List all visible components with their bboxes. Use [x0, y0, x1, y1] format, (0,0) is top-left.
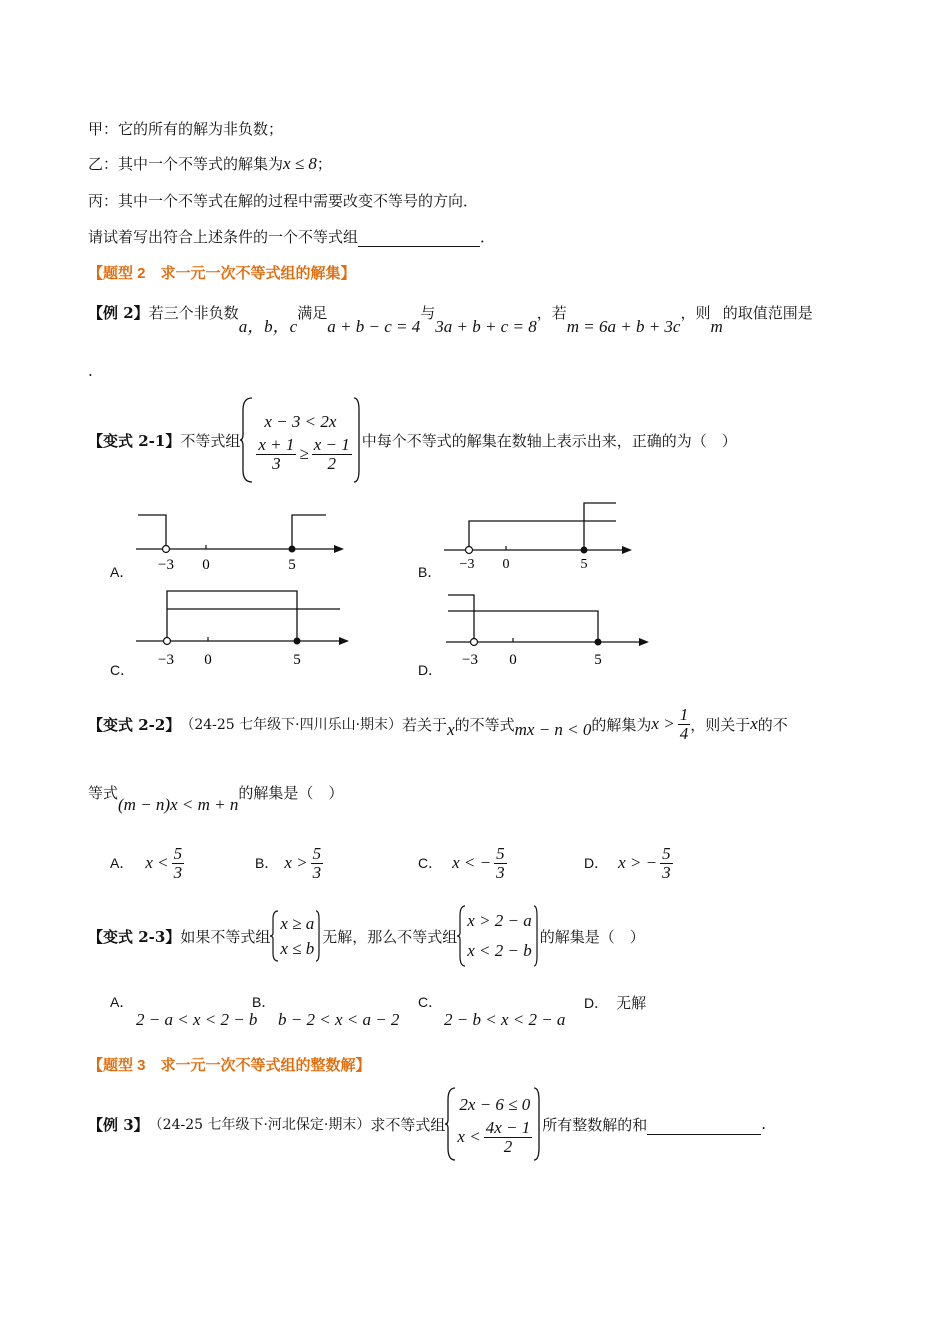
inequality-system-1	[270, 909, 322, 963]
variant-2-1	[88, 396, 737, 484]
fraction-denominator: 3	[312, 862, 322, 882]
fraction-numerator: 1	[679, 705, 689, 724]
answer-blank[interactable]	[647, 1118, 761, 1135]
row-lhs: x <	[457, 1127, 481, 1146]
axis-arrow-icon	[622, 546, 632, 554]
left-brace-icon	[240, 396, 254, 484]
fraction-numerator: 5	[496, 844, 505, 863]
variant-text: 若关于	[402, 715, 448, 734]
fraction-denominator: 4	[679, 723, 689, 743]
example-2	[88, 298, 813, 336]
solution-bracket-left	[448, 595, 474, 642]
example-math: a，b，c	[238, 317, 298, 336]
example-text: 求不等式组	[370, 1115, 446, 1134]
number-line-a[interactable]	[130, 505, 350, 575]
axis-arrow-icon	[339, 637, 349, 645]
option-2-3-c[interactable]	[418, 992, 566, 1032]
solution-bracket-right	[448, 611, 598, 642]
open-dot	[164, 638, 171, 645]
fraction-denominator: 3	[662, 862, 671, 882]
option-math: b − 2 < x < a − 2	[278, 1010, 400, 1029]
solution-bracket-left	[469, 521, 616, 550]
option-label: D．	[584, 995, 609, 1011]
option-label: C．	[418, 994, 443, 1010]
condition-prefix: 乙：	[88, 155, 119, 173]
right-brace-icon	[532, 1086, 542, 1162]
tick-label: 0	[204, 652, 212, 668]
right-brace-icon	[314, 909, 322, 963]
closed-dot	[581, 547, 588, 554]
right-brace-icon	[352, 396, 362, 484]
variant-text: 的不等式	[454, 715, 515, 734]
system-row-1: x ≥ a	[280, 914, 315, 933]
option-label: A．	[110, 994, 134, 1010]
option-lhs: x >	[284, 853, 308, 873]
example-text: 满足	[297, 304, 328, 322]
tick-label: −3	[462, 652, 478, 668]
section-heading-2: 【题型 2 求一元一次不等式组的解集】	[88, 265, 356, 282]
system-row-1: x − 3 < 2x	[264, 411, 337, 431]
left-brace-icon	[457, 904, 467, 968]
example-math: 3a + b + c = 8	[435, 317, 537, 336]
option-2-2-a[interactable]	[110, 845, 184, 882]
inequality-system	[445, 1086, 542, 1162]
condition-yi	[88, 153, 332, 174]
system-row-2: x < 2 − b	[467, 941, 532, 960]
fraction-denominator: 3	[496, 862, 505, 882]
example-text: 的取值范围是	[722, 304, 813, 322]
option-math: 2 − a < x < 2 − b	[136, 1010, 258, 1029]
example-3	[88, 1086, 766, 1162]
inequality-system	[240, 396, 361, 484]
solution-bracket-left	[138, 515, 166, 549]
section-heading-3: 【题型 3 求一元一次不等式组的整数解】	[88, 1057, 371, 1074]
example-text: 所有整数解的和	[542, 1115, 648, 1134]
option-2-2-c[interactable]	[418, 845, 507, 882]
option-d-label[interactable]: D．	[418, 662, 443, 678]
open-dot	[471, 639, 478, 646]
variant-source: （24-25 七年级下·四川乐山·期末）	[180, 717, 403, 734]
tick-label: −3	[158, 557, 174, 573]
option-2-3-b[interactable]	[252, 992, 400, 1032]
system-row-2: x ≤ b	[280, 939, 315, 958]
example-math: m	[710, 317, 723, 336]
condition-prefix: 丙：	[88, 192, 119, 210]
option-label: C．	[418, 855, 443, 872]
variant-tag: 【变式 2-1】	[88, 431, 181, 450]
variant-text: 的解集是（ ）	[238, 784, 344, 802]
variant-text: 中每个不等式的解集在数轴上表示出来，正确的为（ ）	[361, 431, 737, 450]
option-lhs: x <	[145, 853, 169, 873]
left-brace-icon	[270, 909, 280, 963]
request-end: ．	[480, 228, 496, 246]
variant-tag: 【变式 2-3】	[88, 927, 181, 946]
option-a-label[interactable]: A．	[110, 564, 134, 580]
system-row-2	[256, 436, 351, 473]
variant-text: 的不	[757, 715, 788, 734]
option-2-3-d[interactable]	[584, 992, 646, 1013]
geq-symbol: ≥	[299, 444, 309, 463]
example-tag: 【例 2】	[88, 304, 149, 322]
fraction-numerator: x + 1	[258, 434, 295, 454]
option-2-2-b[interactable]	[255, 845, 323, 882]
request-line	[88, 226, 495, 247]
variant-text: 的解集是（ ）	[539, 927, 645, 946]
variable-x: x	[447, 720, 455, 740]
inequality-system-2	[457, 904, 540, 968]
example-source: （24-25 七年级下·河北保定·期末）	[148, 1117, 371, 1133]
tick-label: −3	[459, 557, 475, 572]
fraction-numerator: 5	[173, 844, 183, 863]
closed-dot	[294, 638, 301, 645]
example-tag: 【例 3】	[88, 1115, 149, 1134]
option-label: D．	[584, 855, 609, 872]
inequality: (m − n)x < m + n	[118, 795, 239, 814]
request-text: 请试着写出符合上述条件的一个不等式组	[88, 228, 359, 246]
condition-prefix: 甲：	[88, 120, 119, 138]
axis-arrow-icon	[639, 638, 649, 646]
option-lhs: x < −	[452, 853, 492, 873]
example-2-end: .	[88, 362, 93, 380]
variant-2-3	[88, 904, 645, 968]
fraction-numerator: 5	[662, 844, 671, 863]
number-line-c[interactable]	[130, 585, 355, 670]
option-2-2-d[interactable]	[584, 845, 673, 882]
condition-jia	[88, 118, 283, 139]
tick-label: 5	[580, 557, 588, 572]
solution-bracket-right	[584, 503, 616, 550]
fraction-numerator: 4x − 1	[485, 1117, 531, 1137]
tick-label: 0	[509, 652, 517, 668]
example-text: 若三个非负数	[148, 304, 239, 322]
solution-bracket-both	[167, 591, 297, 641]
tick-label: 0	[202, 557, 210, 573]
system-row-2	[457, 1119, 532, 1156]
fraction-numerator: x − 1	[313, 434, 350, 454]
condition-text: 其中一个不等式在解的过程中需要改变不等号的方向．	[118, 192, 479, 210]
solution-bracket-right	[292, 515, 326, 549]
condition-suffix: ；	[316, 155, 332, 173]
closed-dot	[595, 639, 602, 646]
example-text: ，若	[536, 304, 567, 322]
variant-2-2-line2	[88, 782, 344, 814]
condition-math: x ≤ 8	[283, 154, 317, 173]
fraction-numerator: 5	[312, 844, 322, 863]
variant-tag: 【变式 2-2】	[88, 715, 181, 734]
condition-bing	[88, 190, 478, 211]
number-line-d[interactable]	[440, 585, 655, 670]
option-text: 无解	[616, 994, 647, 1012]
option-c-label[interactable]: C．	[110, 662, 135, 678]
open-dot	[163, 546, 170, 553]
option-lhs: x > −	[618, 853, 658, 873]
variant-text: 无解，那么不等式组	[322, 927, 458, 946]
variable-x: x	[750, 714, 758, 734]
tick-label: 5	[594, 652, 602, 668]
open-dot	[466, 547, 473, 554]
closed-dot	[289, 546, 296, 553]
right-brace-icon	[532, 904, 540, 968]
example-math: a + b − c = 4	[327, 317, 421, 336]
system-row-1: x > 2 − a	[467, 911, 532, 930]
option-label: B．	[252, 994, 276, 1010]
option-math: 2 − b < x < 2 − a	[444, 1010, 566, 1029]
variant-text: 等式	[88, 784, 119, 802]
number-line-b[interactable]	[438, 495, 638, 575]
fraction-denominator: 3	[272, 453, 281, 473]
answer-blank[interactable]	[358, 232, 480, 247]
variant-text: 不等式组	[180, 431, 241, 450]
option-b-label[interactable]: B．	[418, 564, 442, 580]
example-end: .	[761, 1115, 767, 1133]
fraction-denominator: 2	[503, 1136, 513, 1156]
system-row-1: 2x − 6 ≤ 0	[459, 1094, 531, 1114]
option-label: A．	[110, 855, 134, 872]
axis-arrow-icon	[334, 545, 344, 553]
fraction-denominator: 2	[327, 453, 336, 473]
solution-lhs: x >	[651, 714, 675, 734]
condition-text: 其中一个不等式的解集为	[118, 155, 284, 173]
example-text: 与	[420, 304, 436, 322]
option-label: B．	[255, 855, 279, 872]
tick-label: 5	[288, 557, 296, 573]
tick-label: −3	[158, 652, 174, 668]
variant-text: 的解集为	[591, 715, 652, 734]
condition-text: 它的所有的解为非负数；	[118, 120, 284, 138]
variant-2-2	[88, 706, 788, 743]
variant-text: ，则关于	[690, 715, 751, 734]
tick-label: 0	[502, 557, 510, 572]
example-text: ，则	[680, 304, 711, 322]
left-brace-icon	[445, 1086, 457, 1162]
inequality: mx − n < 0	[514, 720, 592, 740]
fraction-denominator: 3	[173, 862, 183, 882]
example-math: m = 6a + b + 3c	[566, 317, 681, 336]
variant-text: 如果不等式组	[180, 927, 271, 946]
option-2-3-a[interactable]	[110, 992, 258, 1032]
tick-label: 5	[293, 652, 301, 668]
